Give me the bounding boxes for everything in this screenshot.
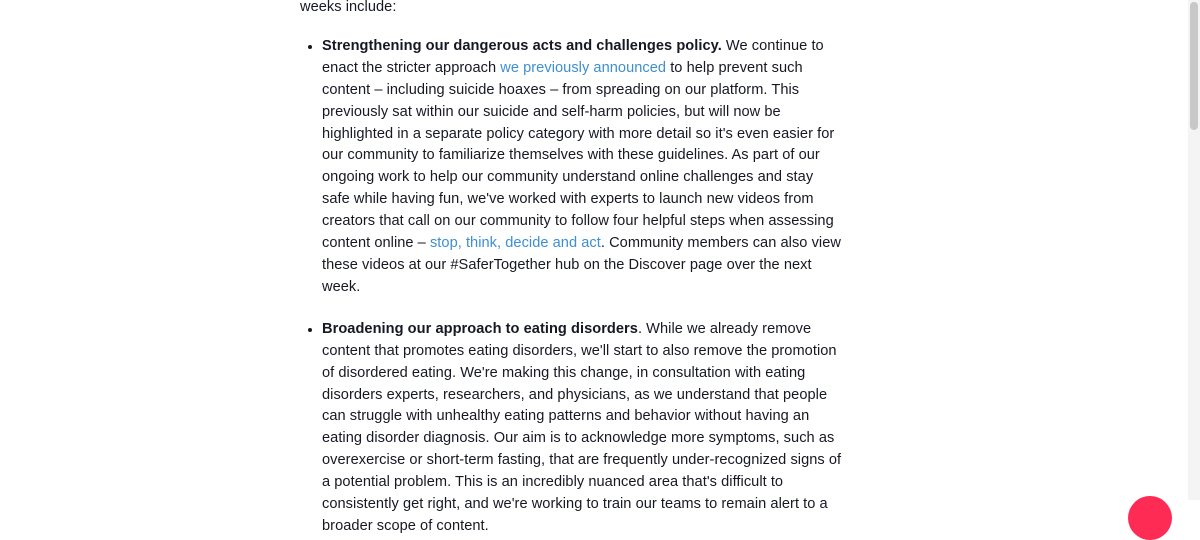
- item-heading: Strengthening our dangerous acts and challenges policy.: [322, 37, 722, 54]
- scrollbar-thumb[interactable]: [1190, 2, 1198, 130]
- floating-action-button[interactable]: [1128, 496, 1172, 540]
- bullet-icon: [308, 45, 312, 49]
- item-text: to help prevent such content – including suicide hoaxes – from spreading on our platform. This previously sat within our suicide and self-harm policies, but will now be highlighted in a separate policy category with more detail so it's even easier for our community to familiarize themselves with these guidelines. As part of our ongoing work to help our community understand online challenges and stay safe while having fun, we've worked with experts to launch new videos from creators that call on our community to follow four helpful steps when assessing content online –: [322, 59, 835, 252]
- list-item-eating-disorders: [300, 319, 845, 538]
- list-item-dangerous-acts: [300, 36, 845, 299]
- stop-think-decide-act-link[interactable]: stop, think, decide and act: [429, 235, 601, 252]
- item-heading: Broadening our approach to eating disorders: [322, 320, 638, 337]
- policy-update-list: [300, 36, 845, 538]
- intro-paragraph-tail: weeks include:: [300, 0, 397, 15]
- article-body: [300, 0, 845, 538]
- item-text: . While we already remove content that promotes eating disorders, we'll start to also remove the promotion of disordered eating. We're making this change, in consultation with eating disorders experts, researchers, and physicians, as we understand that people can struggle with unhealthy eating patterns and behavior without having an eating disorder diagnosis. Our aim is to acknowledge more symptoms, such as overexercise or short-term fasting, that are frequently under-recognized signs of a potential problem. This is an incredibly nuanced area that's difficult to consistently get right, and we're working to train our teams to remain alert to a broader scope of content.: [322, 320, 842, 534]
- previously-announced-link[interactable]: we previously announced: [500, 59, 667, 76]
- item-text: . Community members can also view these videos at our #SaferTogether hub on the Discover page over the next week.: [322, 235, 841, 295]
- item-text: We continue to enact the stricter approach: [322, 37, 824, 76]
- bullet-icon: [308, 328, 312, 332]
- page-scrollbar[interactable]: [1188, 0, 1200, 500]
